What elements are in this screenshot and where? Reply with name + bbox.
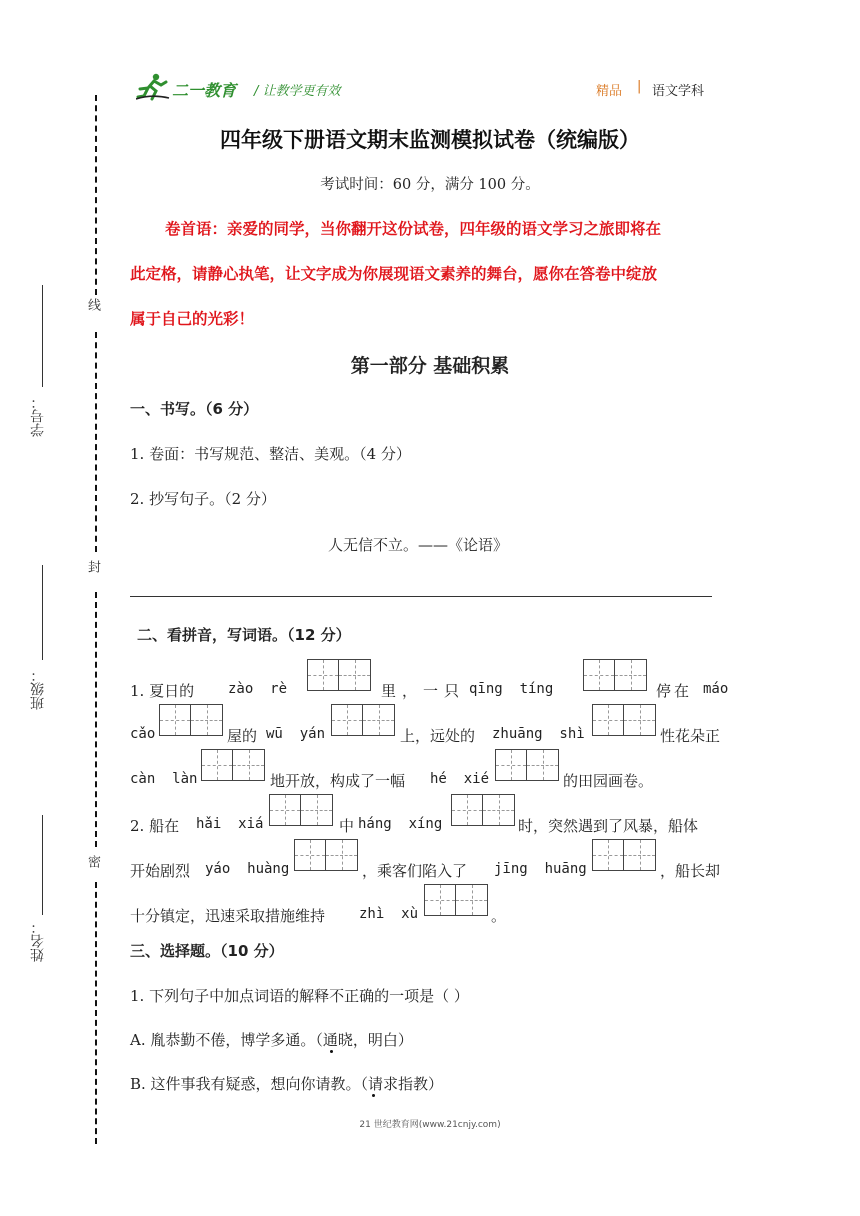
s2-l1-text-c: 停在 <box>656 682 693 700</box>
answer-grid[interactable] <box>331 704 395 736</box>
pinyin: zhì xù <box>359 906 419 922</box>
section-1-q1: 1. 卷面：书写规范、整洁、美观。（4 分） <box>130 445 411 463</box>
pinyin: háng xíng <box>358 816 443 832</box>
option-b[interactable]: B. 这件事我有疑惑，想向你请教。（请求指教） <box>130 1075 444 1093</box>
runner-logo-icon <box>136 72 170 102</box>
s2-l3-text-a: 地开放，构成了一幅 <box>270 772 406 790</box>
intro-line-2: 此定格，请静心执笔，让文字成为你展现语文素养的舞台，愿你在答卷中绽放 <box>130 265 658 283</box>
binding-char-xian: 线 <box>85 298 100 311</box>
s2-l5-text-a: 开始剧烈 <box>130 862 191 880</box>
s2-l1-text-b: 里，一只 <box>381 682 466 700</box>
pinyin: càn làn <box>130 771 198 787</box>
section-3-title: 三、选择题。（10 分） <box>130 942 284 960</box>
exam-time-info: 考试时间：60 分，满分 100 分。 <box>320 177 540 193</box>
brand-logo <box>136 72 240 102</box>
pinyin: máo <box>703 681 729 697</box>
s2-l5-text-c: ，船长却 <box>660 862 721 880</box>
section-2-title: 二、看拼音，写词语。（12 分） <box>137 626 351 644</box>
answer-grid[interactable] <box>159 704 223 736</box>
answer-grid[interactable] <box>424 884 488 916</box>
binding-dashed-line <box>95 592 97 847</box>
pinyin: zào rè <box>228 681 288 697</box>
pinyin: qīng tíng <box>469 681 554 697</box>
intro-line-3: 属于自己的光彩！ <box>130 310 255 328</box>
s2-l4-text-c: 时，突然遇到了风暴，船体 <box>518 817 699 835</box>
s2-l3-text-b: 的田园画卷。 <box>563 772 654 790</box>
header-separator: | <box>637 79 642 94</box>
pinyin: cǎo <box>130 726 156 742</box>
quality-tag: 精品 <box>596 84 623 99</box>
s2-l2-text-b: 上，远处的 <box>400 727 476 745</box>
s2-l4-text-a: 2. 船在 <box>130 817 180 835</box>
binding-char-feng: 封 <box>85 560 100 573</box>
exam-title: 四年级下册语文期末监测模拟试卷（统编版） <box>220 128 640 152</box>
binding-dashed-line <box>95 332 97 552</box>
s2-l2-text-a: 屋的 <box>227 727 258 745</box>
emphasis-dot <box>330 1050 333 1053</box>
pinyin: wū yán <box>266 726 326 742</box>
answer-grid[interactable] <box>592 704 656 736</box>
answer-grid[interactable] <box>495 749 559 781</box>
student-id-field[interactable] <box>42 285 43 387</box>
pinyin: jīng huāng <box>494 861 587 877</box>
answer-grid[interactable] <box>451 794 515 826</box>
answer-grid[interactable] <box>583 659 647 691</box>
s2-l5-text-b: ，乘客们陷入了 <box>362 862 468 880</box>
footer: 21 世纪教育网(www.21cnjy.com) <box>359 1120 501 1130</box>
answer-grid[interactable] <box>201 749 265 781</box>
section-1-q2: 2. 抄写句子。（2 分） <box>130 490 276 508</box>
s2-l1-text-a: 1. 夏日的 <box>130 682 195 700</box>
class-label: 班级： <box>30 668 46 710</box>
binding-char-mi: 密 <box>85 855 100 868</box>
section-1-title: 一、书写。（6 分） <box>130 400 259 418</box>
pinyin: hé xié <box>430 771 490 787</box>
answer-grid[interactable] <box>307 659 371 691</box>
class-field[interactable] <box>42 565 43 660</box>
name-field[interactable] <box>42 815 43 915</box>
answer-grid[interactable] <box>294 839 358 871</box>
s2-l4-text-b: 中 <box>339 817 355 835</box>
answer-grid[interactable] <box>592 839 656 871</box>
answer-grid[interactable] <box>269 794 333 826</box>
section-3-q1: 1. 下列句子中加点词语的解释不正确的一项是（ ） <box>130 987 469 1005</box>
slogan: / 让教学更有效 <box>254 84 341 99</box>
binding-dashed-line <box>95 95 97 295</box>
quote: 人无信不立。——《论语》 <box>328 536 509 554</box>
pinyin: yáo huàng <box>205 861 290 877</box>
emphasis-dot <box>372 1094 375 1097</box>
part-title: 第一部分 基础积累 <box>350 355 510 377</box>
s2-l6-text-b: 。 <box>491 907 507 925</box>
subject-tag: 语文学科 <box>652 84 705 99</box>
option-a[interactable]: A. 胤恭勤不倦，博学多通。（通晓，明白） <box>130 1031 413 1049</box>
binding-dashed-line <box>95 882 97 1144</box>
s2-l6-text-a: 十分镇定，迅速采取措施维持 <box>130 907 326 925</box>
brand-name: 二一教育 <box>172 81 237 100</box>
pinyin: hǎi xiá <box>196 816 264 832</box>
name-label: 姓名： <box>30 920 46 962</box>
pinyin: zhuāng shì <box>492 726 585 742</box>
s2-l2-text-c: 性花朵正 <box>660 727 721 745</box>
answer-line[interactable] <box>130 596 712 597</box>
student-id-label: 学号： <box>30 395 46 437</box>
intro-line-1: 卷首语：亲爱的同学，当你翻开这份试卷，四年级的语文学习之旅即将在 <box>165 220 662 238</box>
